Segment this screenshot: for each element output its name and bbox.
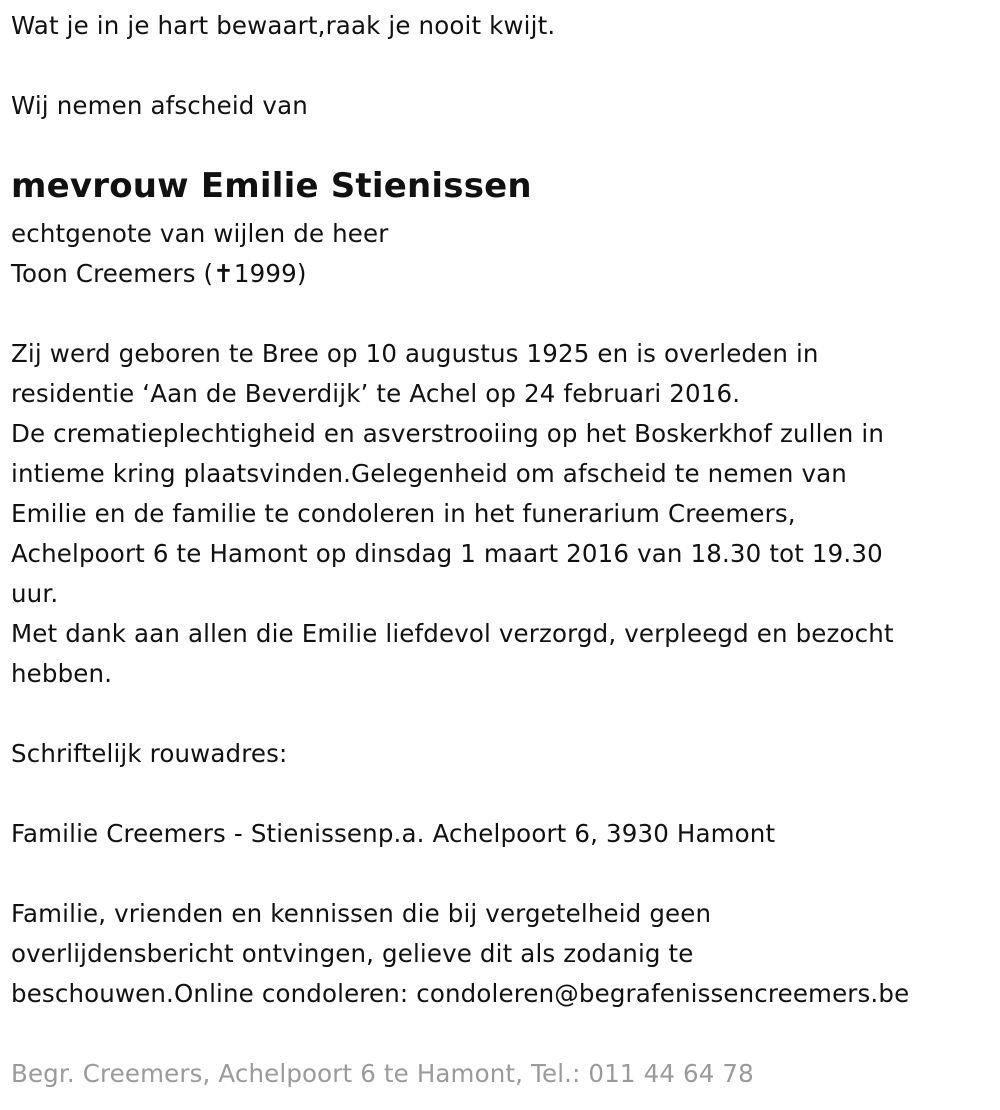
body-line: uur. <box>11 579 59 608</box>
deceased-name: mevrouw Emilie Stienissen <box>11 166 532 206</box>
motto: Wat je in je hart bewaart,raak je nooit kwijt. <box>11 11 556 40</box>
body-line: Zij werd geboren te Bree op 10 augustus 1925 en is overleden in <box>11 339 819 368</box>
closing-line: overlijdensbericht ontvingen, gelieve dit als zodanig te <box>11 939 694 968</box>
body-line: Achelpoort 6 te Hamont op dinsdag 1 maart 2016 van 18.30 tot 19.30 <box>11 539 883 568</box>
intro-text: Wij nemen afscheid van <box>11 91 308 120</box>
funeral-home-footer: Begr. Creemers, Achelpoort 6 te Hamont, Tel.: 011 44 64 78 <box>11 1059 754 1088</box>
body-line: hebben. <box>11 659 113 688</box>
closing-line: Familie, vrienden en kennissen die bij vergetelheid geen <box>11 899 712 928</box>
body-line: Emilie en de familie te condoleren in het funerarium Creemers, <box>11 499 796 528</box>
spouse-line: echtgenote van wijlen de heer <box>11 219 389 248</box>
spouse-line: Toon Creemers (✝1999) <box>11 259 307 288</box>
body-line: De crematieplechtigheid en asverstrooiing op het Boskerkhof zullen in <box>11 419 885 448</box>
address-heading: Schriftelijk rouwadres: <box>11 739 288 768</box>
closing-line: beschouwen.Online condoleren: condoleren@begrafenissencreemers.be <box>11 979 910 1008</box>
body-line: Met dank aan allen die Emilie liefdevol verzorgd, verpleegd en bezocht <box>11 619 894 648</box>
body-line: intieme kring plaatsvinden.Gelegenheid om afscheid te nemen van <box>11 459 847 488</box>
address-line: Familie Creemers - Stienissenp.a. Achelpoort 6, 3930 Hamont <box>11 819 776 848</box>
body-line: residentie ‘Aan de Beverdijk’ te Achel op 24 februari 2016. <box>11 379 741 408</box>
